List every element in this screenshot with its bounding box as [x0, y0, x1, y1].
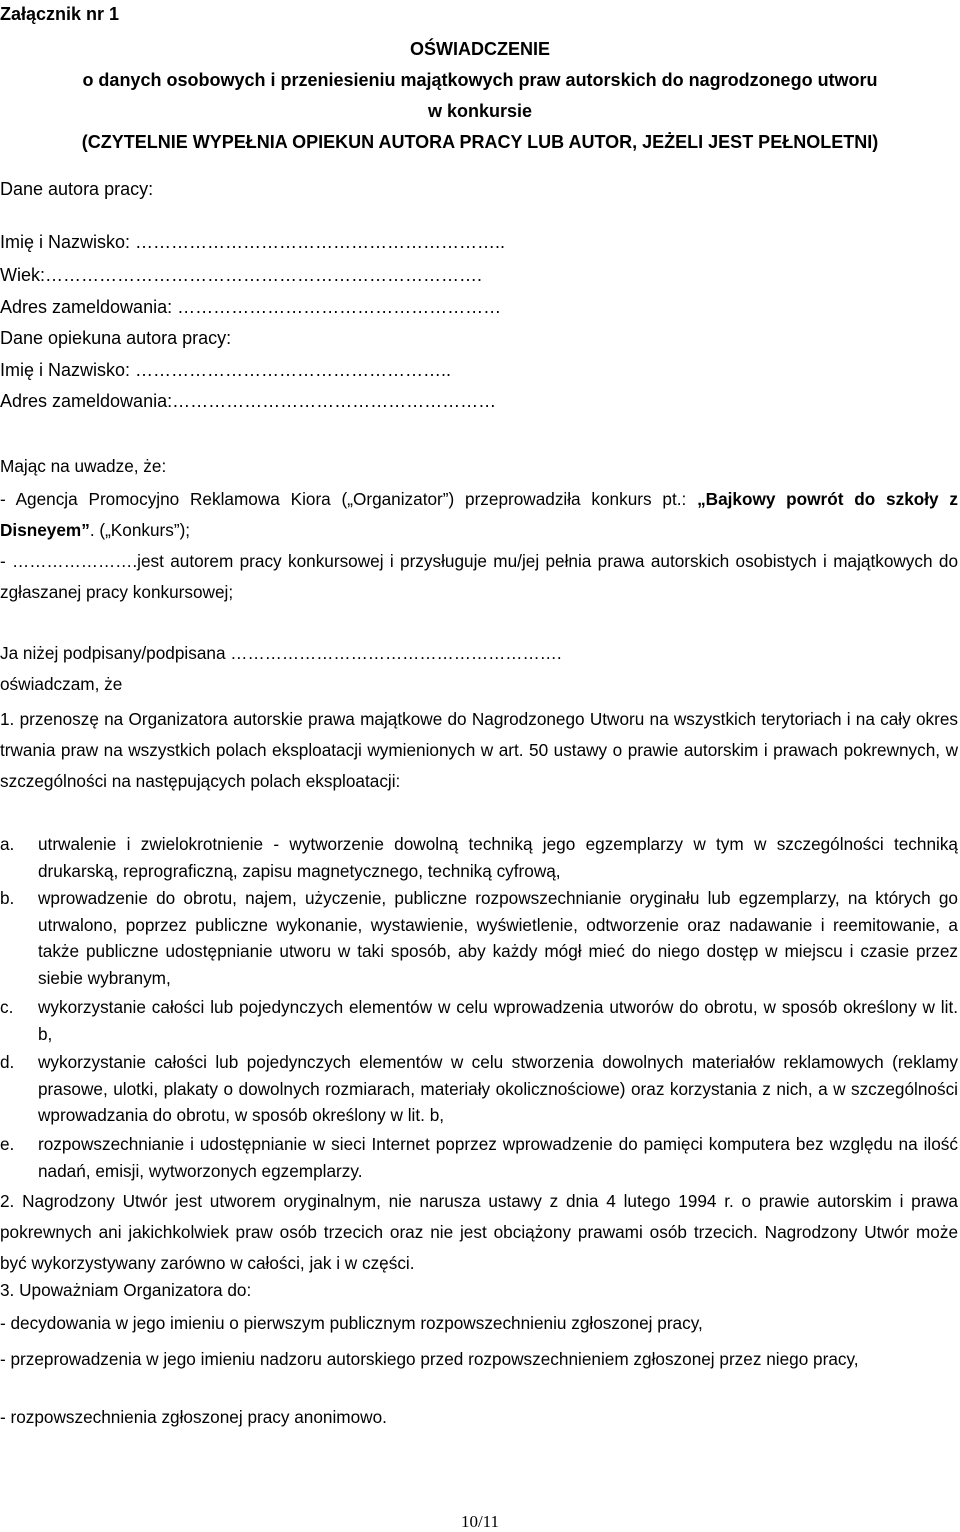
field-item-e — [0, 1131, 958, 1184]
author-section-heading: Dane autora pracy: — [0, 179, 154, 199]
field-text: wykorzystanie całości lub pojedynczych elementów w celu stworzenia dowolnych materiałów reklamowych (reklamy prasowe, ulotki, plakaty o dowolnych rozmiarach, materiały okolicznościowe) oraz korzystania z nich, a w szczególności wprowadzania do obrotu, w sposób określony w lit. b, — [38, 1052, 958, 1125]
author-rights-paragraph: - ………………….jest autorem pracy konkursowej i przysługuje mu/jej pełnia prawa autorskich osobistych i majątkowych do zgłaszanej pracy konkursowej; — [0, 551, 958, 602]
field-item-a — [0, 831, 958, 884]
field-text: utrwalenie i zwielokrotnienie - wytworzenie dowolną techniką jego egzemplarzy w tym w szczególności techniką drukarską, reprograficzną, zapisu magnetycznego, techniką cyfrową, — [38, 834, 958, 881]
field-item-c — [0, 994, 958, 1047]
field-text: wykorzystanie całości lub pojedynczych elementów w celu wprowadzenia utworów do obrotu, w sposób określony w lit. b, — [38, 997, 958, 1044]
point-2-paragraph: 2. Nagrodzony Utwór jest utworem oryginalnym, nie narusza ustawy z dnia 4 lutego 1994 r. o prawie autorskim i prawa pokrewnych ani jakichkolwiek praw osób trzecich oraz nie jest obciążony prawami osób trzecich. Nagrodzony Utwór może być wykorzystywany zarówno w całości, jak i w części. — [0, 1191, 958, 1273]
point-3-item-1: - decydowania w jego imieniu o pierwszym publicznym rozpowszechnieniu zgłoszonej pracy, — [0, 1313, 703, 1333]
signatory-field[interactable]: Ja niżej podpisany/podpisana …………………………………………………. — [0, 643, 562, 663]
title-line-4: (CZYTELNIE WYPEŁNIA OPIEKUN AUTORA PRACY LUB AUTOR, JEŻELI JEST PEŁNOLETNI) — [81, 132, 879, 152]
title-line-1: OŚWIADCZENIE — [409, 39, 550, 59]
point-1-paragraph: 1. przenoszę na Organizatora autorskie prawa majątkowe do Nagrodzonego Utworu na wszystkich terytoriach i na cały okres trwania praw na wszystkich polach eksploatacji wymienionych w art. 50 ustawy o prawie autorskim i prawach pokrewnych, w szczególności na następujących polach eksploatacji: — [0, 709, 958, 791]
point-3-heading: 3. Upoważniam Organizatora do: — [0, 1280, 252, 1300]
title-line-3: w konkursie — [427, 101, 533, 121]
annex-label: Załącznik nr 1 — [0, 4, 120, 24]
title-line-2: o danych osobowych i przeniesieniu majątkowych praw autorskich do nagrodzonego utworu — [82, 70, 878, 90]
page-number: 10/11 — [460, 1512, 500, 1531]
point-3-item-3: - rozpowszechnienia zgłoszonej pracy anonimowo. — [0, 1407, 387, 1427]
field-item-d — [0, 1049, 958, 1129]
field-item-b — [0, 885, 958, 991]
point-3-item-2: - przeprowadzenia w jego imieniu nadzoru autorskiego przed rozpowszechnieniem zgłoszonej przez niego pracy, — [0, 1349, 859, 1369]
guardian-section-heading: Dane opiekuna autora pracy: — [0, 328, 232, 348]
field-text: wprowadzenie do obrotu, najem, użyczenie, publiczne rozpowszechnianie oryginału lub egzemplarzy, na których go utrwalono, poprzez publiczne wykonanie, wystawienie, wyświetlenie, odtworzenie oraz nadawanie i reemitowanie, a także publiczne udostępnianie utworu w taki sposób, aby każdy mógł mieć do niego dostęp w miejscu i czasie przez siebie wybranym, — [38, 888, 958, 988]
field-marker: e. — [0, 1134, 15, 1154]
field-text: rozpowszechnianie i udostępnianie w sieci Internet poprzez wprowadzenie do pamięci komputera bez względu na ilość nadań, emisji, wytworzonych egzemplarzy. — [38, 1134, 958, 1181]
considering-heading: Mając na uwadze, że: — [0, 456, 167, 476]
organizer-paragraph — [0, 484, 958, 546]
guardian-name-field[interactable]: Imię i Nazwisko: …………………………………………….. — [0, 360, 452, 380]
author-address-field[interactable]: Adres zameldowania: ……………………………………………… — [0, 297, 502, 317]
organizer-text: - Agencja Promocyjno Reklamowa Kiora („Organizator”) przeprowadziła konkurs pt.: — [0, 489, 698, 509]
field-marker: c. — [0, 997, 14, 1017]
document-title — [0, 34, 960, 158]
guardian-address-field[interactable]: Adres zameldowania:……………………………………………… — [0, 391, 497, 411]
author-name-field[interactable]: Imię i Nazwisko: …………………………………………………….. — [0, 232, 506, 252]
field-marker: b. — [0, 888, 15, 908]
field-marker: d. — [0, 1052, 15, 1072]
contest-title: „Bajkowy powrót do szkoły z Disneyem” — [0, 489, 958, 540]
declare-text: oświadczam, że — [0, 674, 123, 694]
field-marker: a. — [0, 834, 15, 854]
organizer-suffix: . („Konkurs”); — [89, 520, 191, 540]
author-age-field[interactable]: Wiek:………………………………………………………………. — [0, 265, 483, 285]
